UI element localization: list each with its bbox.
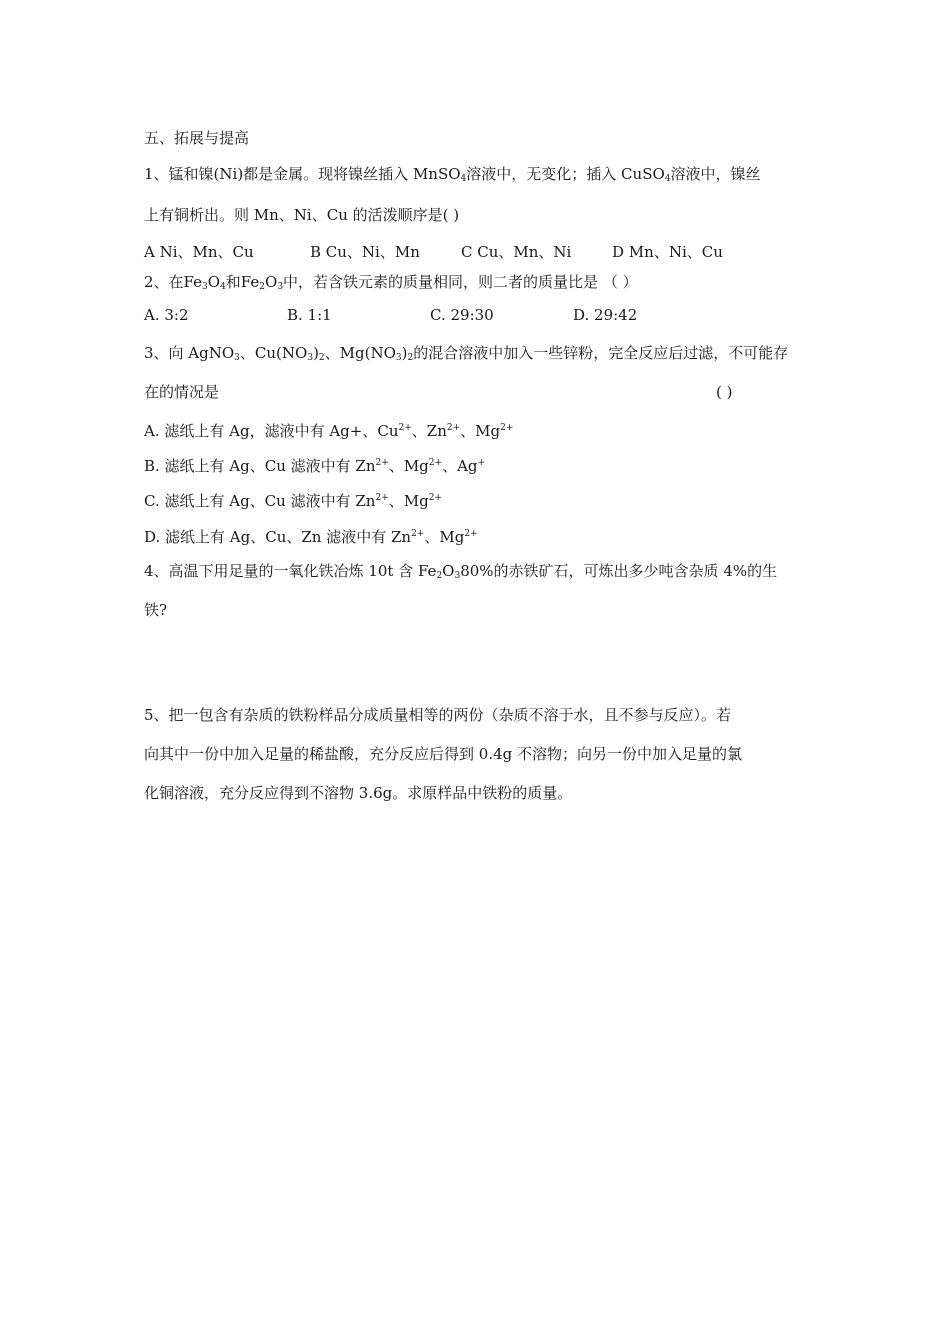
q3-option-b-text: B. 滤纸上有 Ag、Cu 滤液中有 Zn <box>144 457 376 475</box>
q3-option-b-mid1: 、Mg <box>388 457 429 475</box>
q2-sub2: 4 <box>220 282 226 292</box>
q2-text-b: O <box>207 273 221 291</box>
q3-option-b-sup1: 2+ <box>375 458 389 468</box>
q1-line1 <box>144 164 761 189</box>
q1-text-c: 溶液中，镍丝 <box>670 165 761 183</box>
q3-sub1: 3 <box>234 353 240 363</box>
q3-sub4: 3 <box>395 353 402 363</box>
q3-answer-paren: ( ) <box>716 383 733 401</box>
q3-option-a <box>144 418 513 441</box>
q1-options <box>144 242 723 262</box>
q2-option-d: D. 29:42 <box>573 306 638 324</box>
q3-text-e: ) <box>401 344 408 362</box>
q4-line1 <box>144 561 777 586</box>
q5-line2: 向其中一份中加入足量的稀盐酸，充分反应后得到 0.4g 不溶物；向另一份中加入足量的氯 <box>144 745 742 763</box>
q2-sub4: 3 <box>277 282 284 292</box>
q2-option-a: A. 3:2 <box>144 306 189 324</box>
q3-option-b-mid2: 、Ag <box>442 457 478 475</box>
q3-option-c-sup1: 2+ <box>375 493 389 503</box>
q1-option-c: C Cu、Mn、Ni <box>461 243 572 261</box>
q1-sub2: 4 <box>664 174 671 184</box>
q2-text-c: 和Fe <box>225 273 260 291</box>
q1-line2: 上有铜析出。则 Mn、Ni、Cu 的活泼顺序是( ) <box>144 206 460 224</box>
q4-text-a: 4、高温下用足量的一氧化铁冶炼 10t 含 Fe <box>144 562 437 580</box>
q3-option-a-sup1: 2+ <box>398 423 412 433</box>
q3-option-b <box>144 453 485 476</box>
q2-text-a: 2、在Fe <box>144 273 203 291</box>
q3-text-d: 、Mg(NO <box>324 344 396 362</box>
q2-sub3: 2 <box>259 282 265 292</box>
q5-line1: 5、把一包含有杂质的铁粉样品分成质量相等的两份（杂质不溶于水，且不参与反应）。若 <box>144 706 732 724</box>
q4-text-c: 80%的赤铁矿石，可炼出多少吨含杂质 4%的生 <box>460 562 778 580</box>
q3-option-a-mid2: 、Mg <box>460 422 501 440</box>
q1-option-b: B Cu、Ni、Mn <box>310 243 420 261</box>
q3-option-c-text: C. 滤纸上有 Ag、Cu 滤液中有 Zn <box>144 492 376 510</box>
q3-option-d-sup2: 2+ <box>464 529 478 539</box>
q1-text-b: 溶液中，无变化；插入 CuSO <box>466 165 665 183</box>
q3-text-f: 的混合溶液中加入一些锌粉，完全反应后过滤，不可能存 <box>413 344 789 362</box>
q3-option-b-sup2: 2+ <box>428 458 443 468</box>
q3-text-a: 3、向 AgNO <box>144 344 235 362</box>
q3-option-a-mid1: 、Zn <box>411 422 447 440</box>
q3-option-d-sup1: 2+ <box>411 529 425 539</box>
q3-option-d <box>144 524 478 547</box>
q2-options <box>144 305 637 325</box>
q1-text-a: 1、锰和镍(Ni)都是金属。现将镍丝插入 MnSO <box>144 165 461 183</box>
q3-option-c-mid1: 、Mg <box>388 492 429 510</box>
q3-option-a-sup3: 2+ <box>500 423 514 433</box>
q3-option-a-sup2: 2+ <box>446 423 461 433</box>
q4-sub2: 3 <box>454 571 461 581</box>
q1-option-a: A Ni、Mn、Cu <box>144 243 254 261</box>
q2-sub1: 3 <box>202 282 208 292</box>
q3-text-c: ) <box>313 344 319 362</box>
section-title: 五、拓展与提高 <box>144 129 250 147</box>
q2-line1 <box>144 272 638 297</box>
q1-sub1: 4 <box>460 174 467 184</box>
q5-line3: 化铜溶液，充分反应得到不溶物 3.6g。求原样品中铁粉的质量。 <box>144 784 573 802</box>
q3-sub3: 2 <box>318 353 325 363</box>
q3-option-c <box>144 488 442 511</box>
q1-option-d: D Mn、Ni、Cu <box>612 243 723 261</box>
q3-option-c-sup2: 2+ <box>428 493 442 503</box>
q3-option-a-text: A. 滤纸上有 Ag，滤液中有 Ag+、Cu <box>144 422 399 440</box>
q3-option-b-sup3: + <box>477 458 486 468</box>
q4-line2: 铁? <box>144 601 168 619</box>
q4-sub1: 2 <box>436 571 443 581</box>
q3-option-d-mid1: 、Mg <box>424 528 465 546</box>
q2-text-d: O <box>265 273 278 291</box>
q2-text-e: 中，若含铁元素的质量相同，则二者的质量比是 （ ） <box>283 273 638 291</box>
q2-option-c: C. 29:30 <box>430 306 494 324</box>
q3-sub2: 3 <box>307 353 314 363</box>
q2-option-b: B. 1:1 <box>287 306 332 324</box>
q3-text-b: 、Cu(NO <box>239 344 308 362</box>
q3-option-d-text: D. 滤纸上有 Ag、Cu、Zn 滤液中有 Zn <box>144 528 412 546</box>
q3-line2: 在的情况是 <box>144 383 220 401</box>
q4-text-b: O <box>442 562 455 580</box>
q3-sub5: 2 <box>407 353 414 363</box>
q3-line1 <box>144 343 788 368</box>
